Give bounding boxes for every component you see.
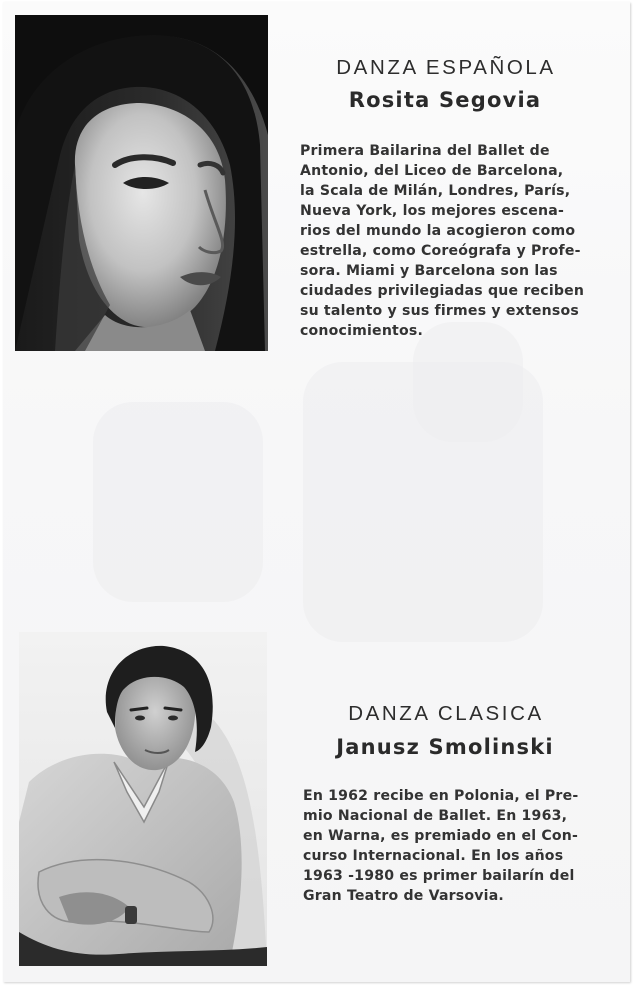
rosita-segovia-photo <box>15 15 268 351</box>
bio-line: mio Nacional de Ballet. En 1963, <box>303 808 568 824</box>
bio-line: En 1962 recibe en Polonia, el Pre- <box>303 788 579 804</box>
bio-line: su talento y sus firmes y extensos <box>300 303 579 319</box>
bio-line: estrella, como Coreógrafa y Profe- <box>300 243 581 259</box>
artist-bio-janusz-smolinski <box>303 786 578 906</box>
bio-line: rios del mundo la acogieron como <box>300 223 576 239</box>
bio-line: conocimientos. <box>300 323 424 339</box>
artist-name-janusz-smolinski: Janusz Smolinski <box>336 735 554 759</box>
bio-line: ciudades privilegiadas que reciben <box>300 283 585 299</box>
bio-line: Antonio, del Liceo de Barcelona, <box>300 163 564 179</box>
bio-line: curso Internacional. En los años <box>303 848 564 864</box>
bio-line: sora. Miami y Barcelona son las <box>300 263 558 279</box>
janusz-smolinski-photo <box>19 632 267 966</box>
section-title-danza-espanola: DANZA ESPAÑOLA <box>336 56 556 79</box>
artist-name-rosita-segovia: Rosita Segovia <box>348 88 542 112</box>
artist-bio-rosita-segovia <box>300 141 584 341</box>
bio-line: Nueva York, los mejores escena- <box>300 203 564 219</box>
bio-line: Gran Teatro de Varsovia. <box>303 888 504 904</box>
bio-line: en Warna, es premiado en el Con- <box>303 828 579 844</box>
bio-line: Primera Bailarina del Ballet de <box>300 143 550 159</box>
bio-line: la Scala de Milán, Londres, París, <box>300 183 571 199</box>
bleed-through-shape <box>93 402 263 602</box>
bio-line: 1963 -1980 es primer bailarín del <box>303 868 575 884</box>
section-title-danza-clasica: DANZA CLASICA <box>348 702 544 725</box>
